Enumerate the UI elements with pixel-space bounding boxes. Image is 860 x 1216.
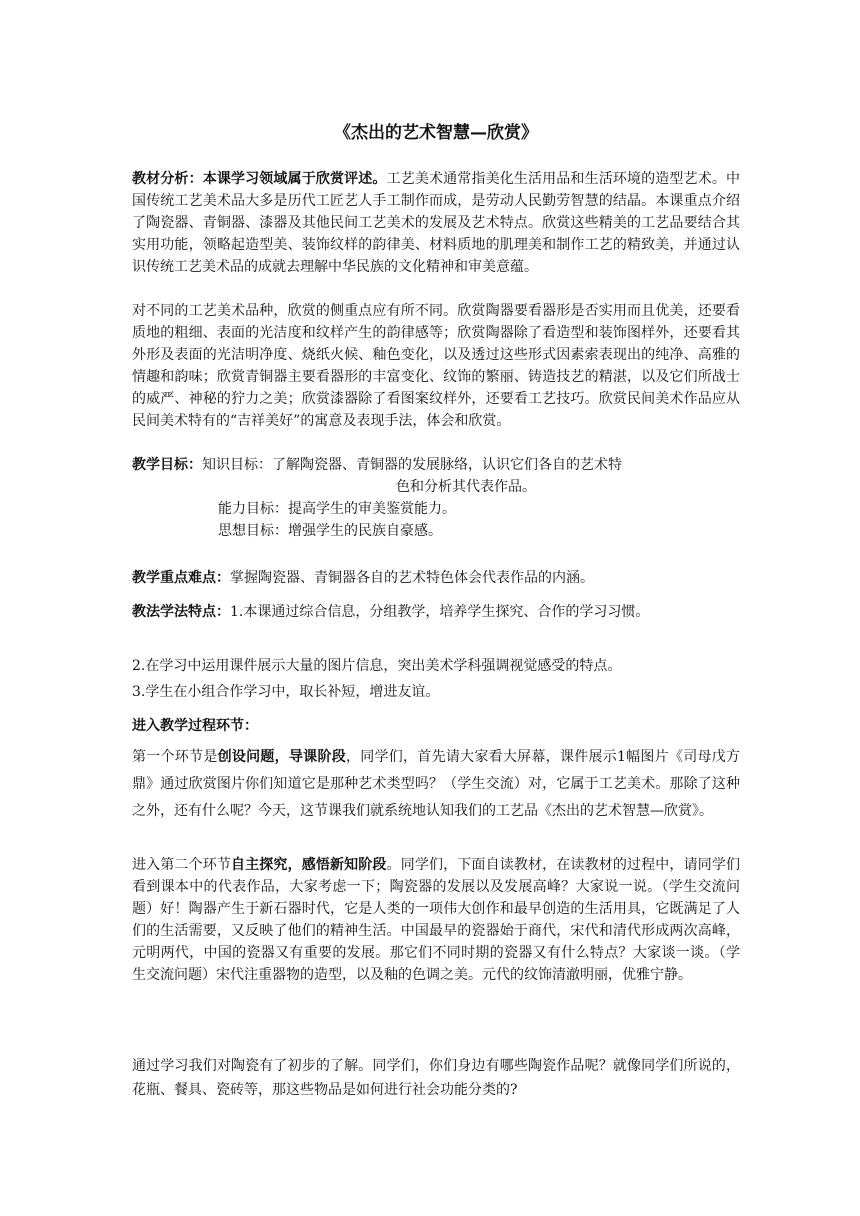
goals-section xyxy=(132,454,740,542)
analysis-text-1: 工艺美术通常指美化生活用品和生活环境的造型艺术。中国传统工艺美术品大多是历代工匠艺人手工制作而成，是劳动人民勤劳智慧的结晶。本课重点介绍了陶瓷器、青铜器、漆器及其他民间工艺美术的发展及艺术特点。欣赏这些精美的工艺品要结合其实用功能，领略起造型美、装饰纹样的韵律美、材料质地的肌理美和制作工艺的精致美，并通过认识传统工艺美术品的成就去理解中华民族的文化精神和审美意蕴。 xyxy=(132,171,741,275)
goal-knowledge-a: 知识目标：了解陶瓷器、青铜器的发展脉络，认识它们各自的艺术特 xyxy=(202,457,622,473)
methods-item-2: 2.在学习中运用课件展示大量的图片信息，突出美术学科强调视觉感受的特点。 xyxy=(132,658,622,674)
process-paragraph-3: 通过学习我们对陶瓷有了初步的了解。同学们，你们身边有哪些陶瓷作品呢？就像同学们所说的，花瓶、餐具、瓷砖等，那这些物品是如何进行社会功能分类的? xyxy=(132,1058,740,1098)
methods-section xyxy=(132,600,740,624)
process-p1-c: ，同学们，首先请大家看大屏幕，课件展示1幅图片《司母戊方鼎》通过欣赏图片你们知道它是那种艺术类型吗？（学生交流）对，它属于工艺美术。那除了这种之外，还有什么呢？今天，这节课我们就系统地认知我们的工艺品《杰出的艺术智慧—欣赏》。 xyxy=(132,749,741,819)
methods-label: 教法学法特点： xyxy=(132,604,230,620)
document-title: 《杰出的艺术智慧—欣赏》 xyxy=(334,123,538,143)
keypoints-section xyxy=(132,566,740,590)
process-p2-a: 进入第二个环节 xyxy=(132,857,231,873)
goal-thought: 思想目标：增强学生的民族自豪感。 xyxy=(218,523,442,539)
process-p2-c: 。同学们，下面自读教材，在读教材的过程中，请同学们看到课本中的代表作品，大家考虑一下；陶瓷器的发展以及发展高峰？大家说一说。（学生交流问题）好！陶器产生于新石器时代，它是人类的一项伟大创作和最早创造的生活用具，它既满足了人们的生活需要，又反映了他们的精神生活。中国最早的瓷器始于商代，宋代和清代形成两次高峰，元明两代，中国的瓷器又有重要的发展。那它们不同时期的瓷器又有什么特点？大家谈一谈。（学生交流问题）宋代注重器物的造型，以及釉的色调之美。元代的纹饰清澈明丽，优雅宁静。 xyxy=(132,857,741,983)
analysis-paragraph xyxy=(132,168,740,278)
analysis-label: 教材分析：本课学习领域属于欣赏评述。 xyxy=(132,171,387,187)
analysis-paragraph-2: 对不同的工艺美术品种，欣赏的侧重点应有所不同。欣赏陶器要看器形是否实用而且优美，还要看质地的粗细、表面的光洁度和纹样产生的韵律感等；欣赏陶器除了看造型和装饰图样外，还要看其外形及表面的光洁明净度、烧纸火候、釉色变化，以及透过这些形式因素索表现出的纯净、高雅的情趣和韵味；欣赏青铜器主要看器形的丰富变化、纹饰的繁丽、铸造技艺的精湛，以及它们所战士的威严、神秘的狞力之美；欣赏漆器除了看图案纹样外，还要看工艺技巧。欣赏民间美术作品应从民间美术特有的“吉祥美好”的寓意及表现手法，体会和欣赏。 xyxy=(132,303,740,429)
process-paragraph-1 xyxy=(132,744,740,825)
process-label: 进入教学过程环节： xyxy=(132,718,258,734)
goal-knowledge-b: 色和分析其代表作品。 xyxy=(396,479,536,495)
methods-item-1: 1.本课通过综合信息，分组教学，培养学生探究、合作的学习习惯。 xyxy=(230,604,650,620)
process-p2-stage: 自主探究，感悟新知阶段 xyxy=(231,857,387,873)
methods-item-3: 3.学生在小组合作学习中，取长补短，增进友谊。 xyxy=(132,684,440,700)
process-p1-stage: 创设问题，导课阶段 xyxy=(217,749,346,765)
process-p1-a: 第一个环节是 xyxy=(132,749,218,765)
process-heading xyxy=(132,714,740,738)
keypoints-label: 教学重点难点： xyxy=(132,570,230,586)
keypoints-text: 掌握陶瓷器、青铜器各自的艺术特色体会代表作品的内涵。 xyxy=(230,570,594,586)
process-paragraph-2 xyxy=(132,854,740,986)
goal-ability: 能力目标：提高学生的审美鉴赏能力。 xyxy=(218,501,456,517)
goals-label: 教学目标： xyxy=(132,457,202,473)
